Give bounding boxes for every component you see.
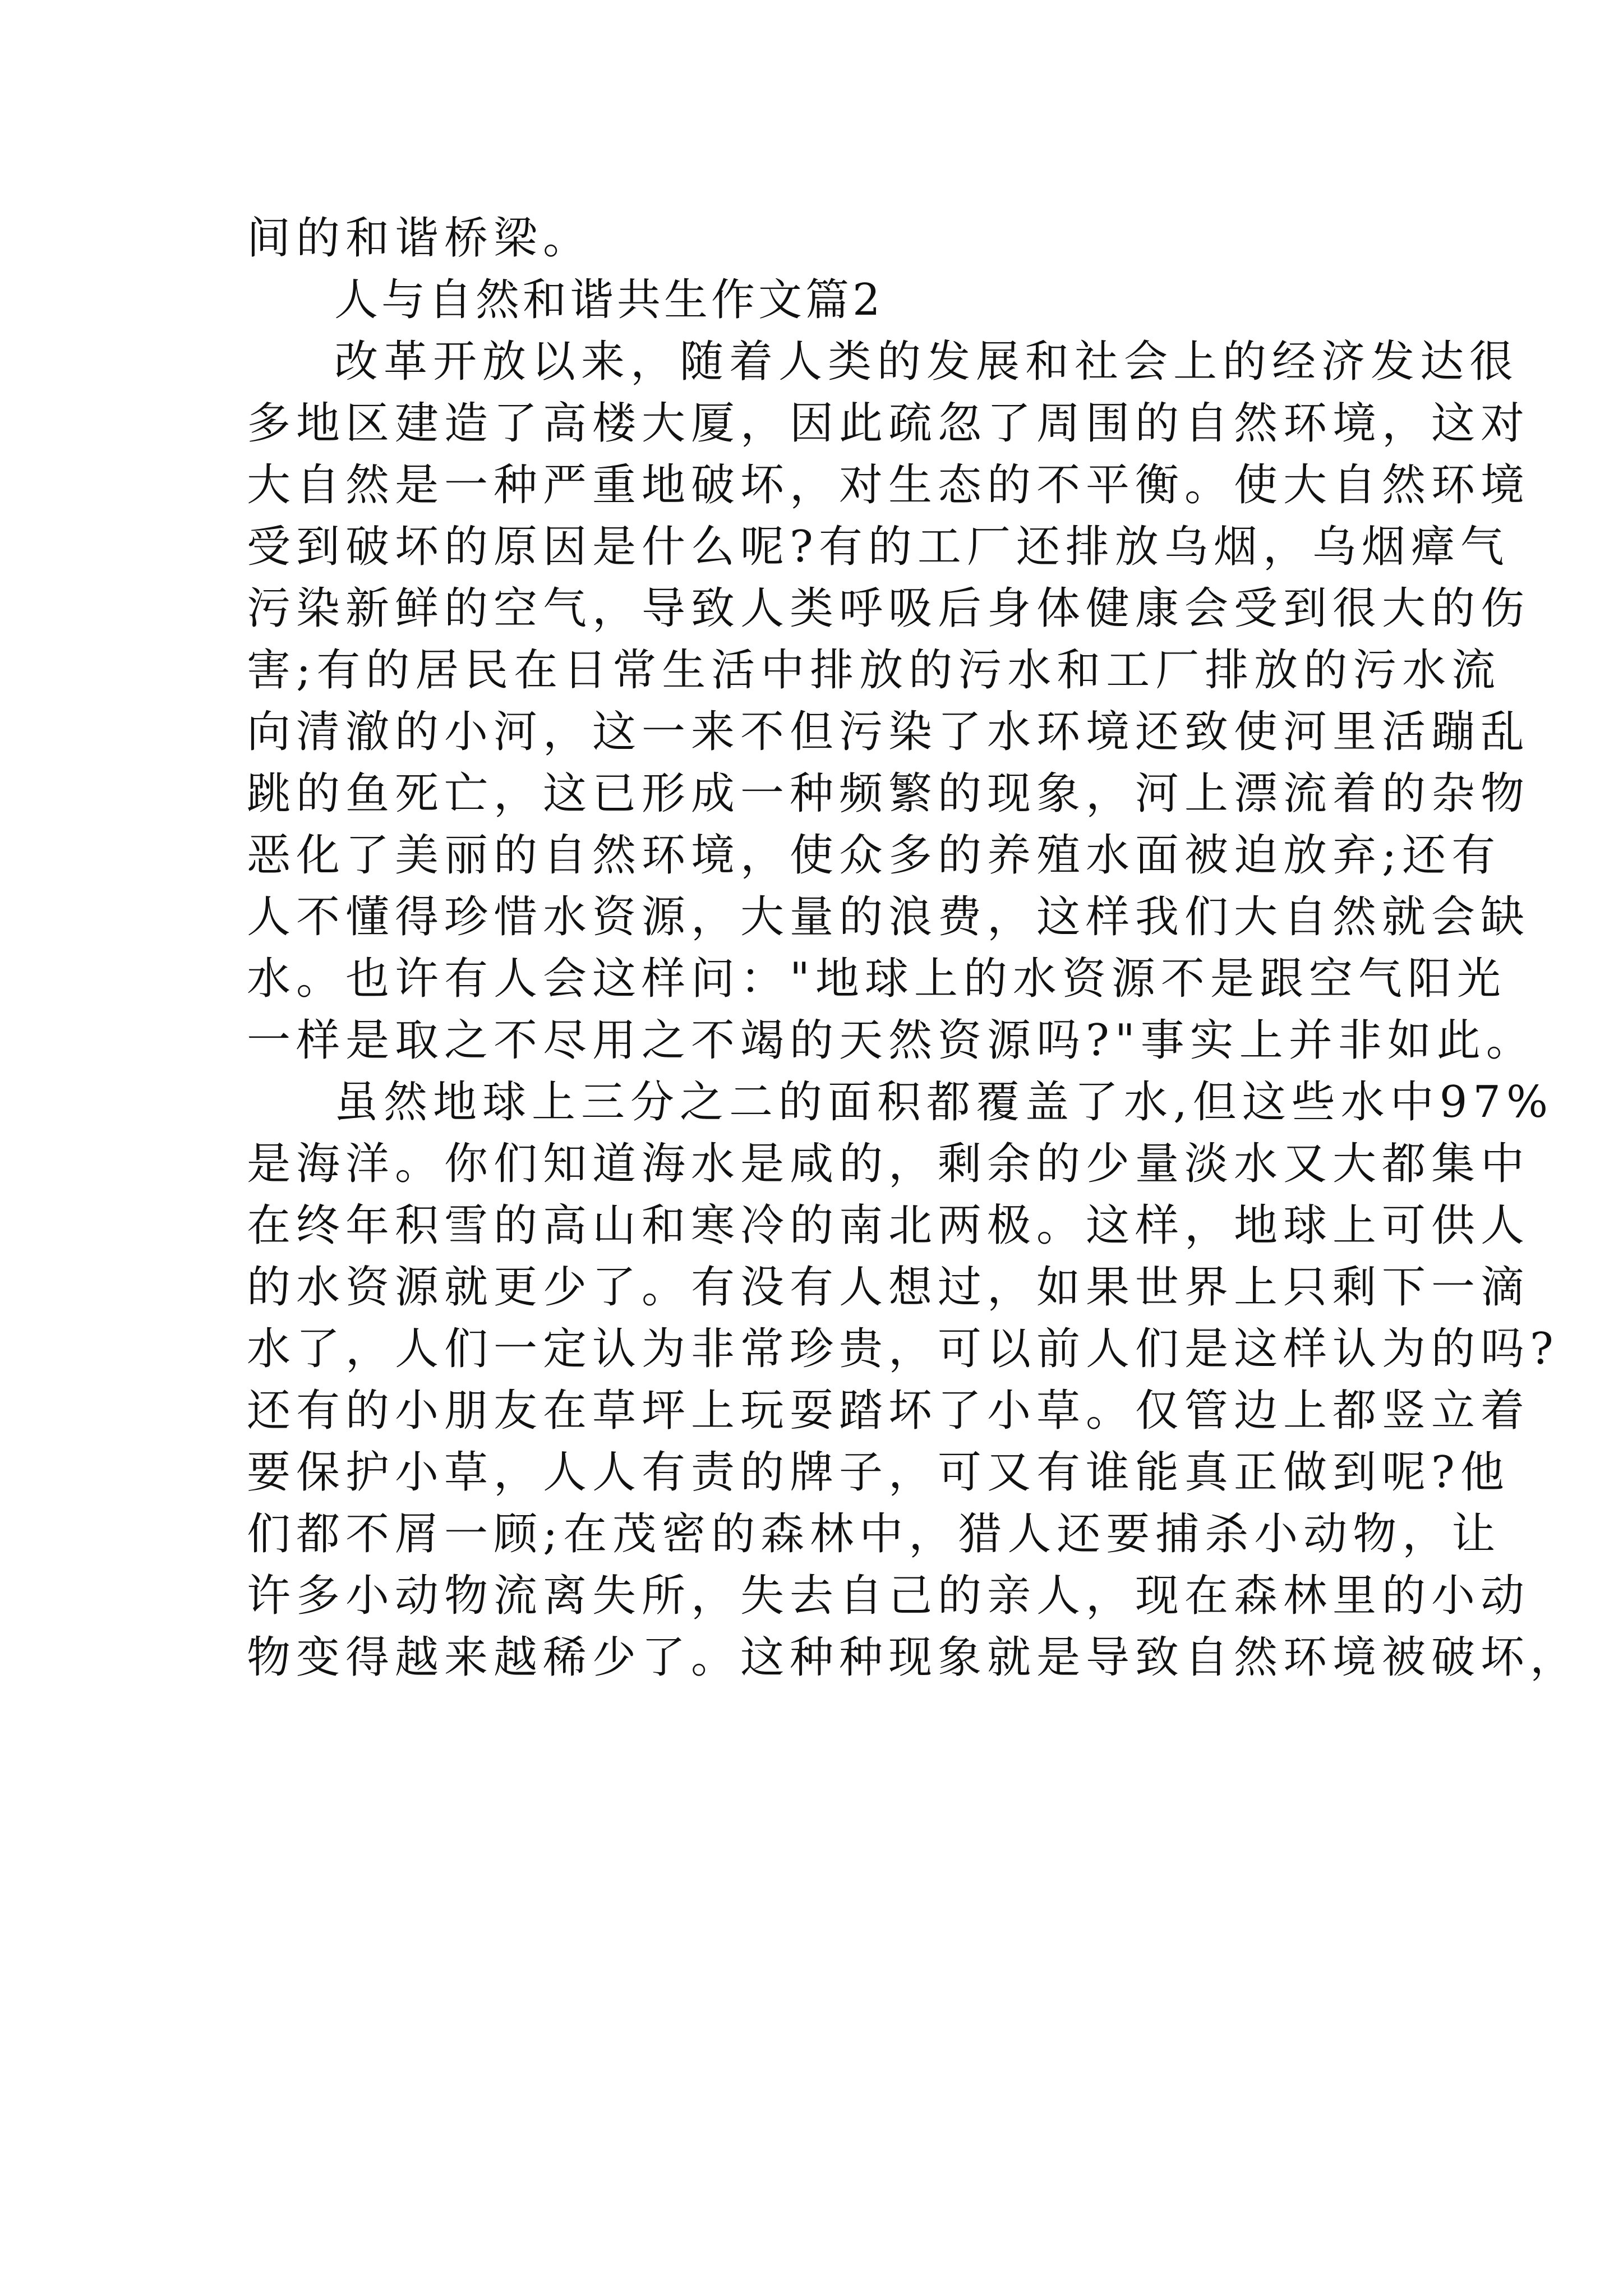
document-body	[247, 208, 1580, 1688]
text-line: 的水资源就更少了。有没有人想过，如果世界上只剩下一滴	[247, 1262, 1530, 1313]
text-line: 要保护小草，人人有责的牌子，可又有谁能真正做到呢?他	[247, 1447, 1510, 1498]
text-line: 在终年积雪的高山和寒冷的南北两极。这样，地球上可供人	[247, 1200, 1530, 1251]
paragraph-2	[247, 331, 1536, 1071]
text-line: 许多小动物流离失所，失去自己的亲人，现在森林里的小动	[247, 1571, 1530, 1621]
text-line: 多地区建造了高楼大厦，因此疏忽了周围的自然环境，这对	[247, 398, 1530, 449]
essay-heading	[247, 269, 1391, 331]
text-line: 水。也许有人会这样问："地球上的水资源不是跟空气阳光	[247, 954, 1506, 1004]
text-line: 间的和谐桥梁。	[247, 213, 593, 264]
text-line: 是海洋。你们知道海水是咸的，剩余的少量淡水又大都集中	[247, 1139, 1530, 1189]
text-line: 物变得越来越稀少了。这种种现象就是导致自然环境被破坏，	[247, 1632, 1580, 1683]
text-line: 跳的鱼死亡，这已形成一种频繁的现象，河上漂流着的杂物	[247, 769, 1530, 819]
text-line: 受到破坏的原因是什么呢?有的工厂还排放乌烟，乌烟瘴气	[247, 522, 1510, 572]
text-line: 大自然是一种严重地破坏，对生态的不平衡。使大自然环境	[247, 460, 1530, 510]
text-line: 水了，人们一定认为非常珍贵，可以前人们是这样认为的吗?	[247, 1324, 1559, 1374]
text-line: 一样是取之不尽用之不竭的天然资源吗?"事实上并非如此。	[247, 1015, 1536, 1066]
text-line: 人不懂得珍惜水资源，大量的浪费，这样我们大自然就会缺	[247, 892, 1530, 942]
paragraph-3	[247, 1071, 1580, 1688]
text-line: 向清澈的小河，这一来不但污染了水环境还致使河里活蹦乱	[247, 707, 1530, 757]
text-line: 还有的小朋友在草坪上玩耍踏坏了小草。仅管边上都竖立着	[247, 1386, 1530, 1436]
text-line: 害;有的居民在日常生活中排放的污水和工厂排放的污水流	[247, 645, 1501, 696]
text-line: 虽然地球上三分之二的面积都覆盖了水,但这些水中97%	[334, 1077, 1554, 1128]
text-line: 污染新鲜的空气，导致人类呼吸后身体健康会受到很大的伤	[247, 583, 1530, 634]
text-line: 们都不屑一顾;在茂密的森林中，猎人还要捕杀小动物，让	[247, 1509, 1501, 1559]
heading-line: 人与自然和谐共生作文篇2	[334, 275, 884, 325]
text-line: 改革开放以来，随着人类的发展和社会上的经济发达很	[334, 337, 1519, 387]
paragraph-continuation	[247, 208, 1391, 269]
text-line: 恶化了美丽的自然环境，使众多的养殖水面被迫放弃;还有	[247, 830, 1501, 881]
